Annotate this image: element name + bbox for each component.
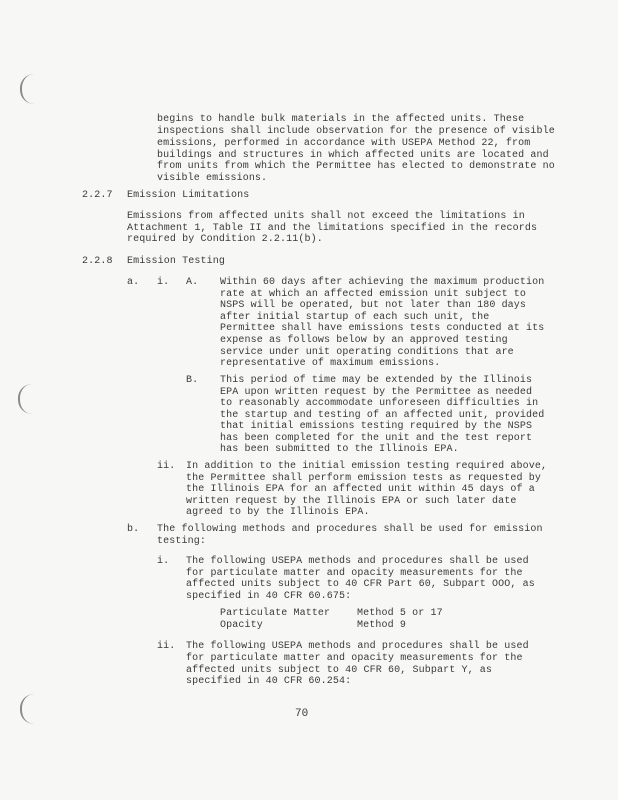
item-a-ii-line: the Illinois EPA for an affected unit within 45 days of a [186, 484, 535, 495]
section-text-line: Attachment 1, Table II and the limitations specified in the records [127, 223, 538, 234]
item-b-i-line: affected units subject to 40 CFR Part 60, Subpart OOO, as [186, 579, 535, 590]
intro-line: visible emissions. [157, 173, 268, 184]
item-b-line: The following methods and procedures shall be used for emission [157, 524, 543, 535]
item-b-ii-line: The following USEPA methods and procedures shall be used [186, 641, 529, 652]
item-a-i-A-line: Within 60 days after achieving the maximum production [220, 277, 545, 288]
item-a-ii-line: agreed to by the Illinois EPA. [186, 507, 370, 518]
item-b-line: testing: [157, 536, 206, 547]
intro-line: emissions, performed in accordance with USEPA Method 22, from [157, 138, 531, 149]
item-b-ii-line: specified in 40 CFR 60.254: [186, 676, 352, 687]
method-table-method: Method 5 or 17 [357, 608, 443, 619]
item-label-a-i: i. [157, 277, 170, 288]
section-heading: Emission Limitations [127, 190, 250, 201]
item-a-i-B-line: to reasonably accommodate unforeseen difficulties in [220, 398, 539, 409]
intro-line: from units from which the Permittee has elected to demonstrate no [157, 161, 555, 172]
item-a-i-B-line: the startup and testing of an affected unit, provided [220, 410, 545, 421]
item-a-i-B-line: that initial emissions testing required by the NSPS [220, 421, 533, 432]
item-label-a-i-B: B. [186, 375, 199, 386]
section-heading: Emission Testing [127, 256, 225, 267]
item-label-b: b. [127, 524, 140, 535]
item-b-ii-line: for particulate matter and opacity measurements for the [186, 653, 523, 664]
item-a-i-B-line: EPA upon written request by the Permittee as needed [220, 387, 533, 398]
item-a-i-A-line: rate at which an affected emission unit subject to [220, 289, 527, 300]
intro-line: buildings and structures in which affected units are located and [157, 150, 549, 161]
item-b-ii-line: affected units subject to 40 CFR 60, Subpart Y, as [186, 665, 493, 676]
item-b-i-line: for particulate matter and opacity measurements for the [186, 568, 523, 579]
item-label-a: a. [127, 277, 140, 288]
item-a-ii-line: the Permittee shall perform emission tests as requested by [186, 473, 542, 484]
item-label-b-ii: ii. [157, 641, 176, 652]
section-text-line: Emissions from affected units shall not exceed the limitations in [127, 211, 525, 222]
item-a-i-A-line: service under unit operating conditions that are [220, 347, 514, 358]
page-number: 70 [295, 708, 309, 720]
section-number: 2.2.8 [82, 256, 113, 267]
item-label-b-i: i. [157, 556, 170, 567]
intro-line: begins to handle bulk materials in the affected units. These [157, 114, 525, 125]
intro-line: inspections shall include observation for the presence of visible [157, 126, 555, 137]
section-text-line: required by Condition 2.2.11(b). [127, 234, 323, 245]
item-b-i-line: The following USEPA methods and procedures shall be used [186, 556, 529, 567]
item-a-i-B-line: has been submitted to the Illinois EPA. [220, 444, 459, 455]
item-a-i-A-line: NSPS will be operated, but not later than 180 days [220, 300, 527, 311]
method-table-param: Opacity [220, 620, 263, 631]
item-a-ii-line: written request by the Illinois EPA or such later date [186, 496, 517, 507]
section-number: 2.2.7 [82, 190, 113, 201]
item-a-ii-line: In addition to the initial emission testing required above, [186, 461, 548, 472]
item-a-i-B-line: This period of time may be extended by the Illinois [220, 375, 533, 386]
method-table-param: Particulate Matter [220, 608, 331, 619]
item-a-i-B-line: has been completed for the unit and the test report [220, 433, 533, 444]
item-a-i-A-line: after initial startup of each such unit, the [220, 312, 490, 323]
item-label-a-ii: ii. [157, 461, 176, 472]
method-table-method: Method 9 [357, 620, 406, 631]
item-a-i-A-line: expense as follows below by an approved testing [220, 335, 508, 346]
item-a-i-A-line: Permittee shall have emissions tests conducted at its [220, 323, 545, 334]
item-b-i-line: specified in 40 CFR 60.675: [186, 591, 352, 602]
item-label-a-i-A: A. [186, 277, 199, 288]
item-a-i-A-line: representative of maximum emissions. [220, 358, 441, 369]
punch-hole-mark-top [20, 74, 36, 104]
punch-hole-mark-bottom [20, 694, 36, 724]
punch-hole-mark-middle [18, 384, 34, 414]
